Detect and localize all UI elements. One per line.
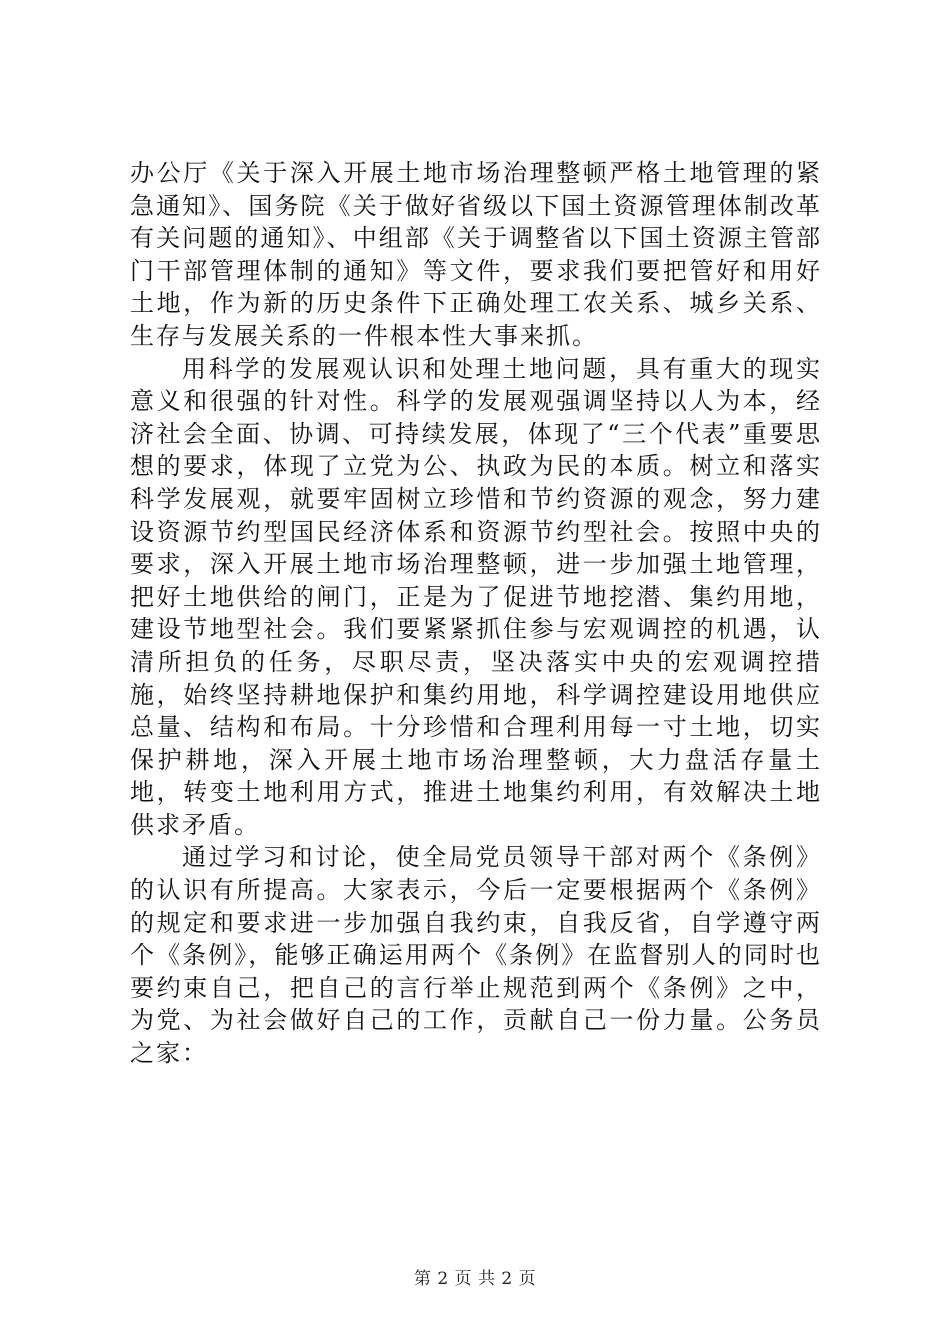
paragraph-1: 办公厅《关于深入开展土地市场治理整顿严格土地管理的紧急通知》、国务院《关于做好省级以下国土资源管理体制改革有关问题的通知》、中组部《关于调整省以下国土资源主管部门干部管理体制的通知》等文件，要求我们要把管好和用好土地，作为新的历史条件下正确处理工农关系、城乡关系、生存与发展关系的一件根本性大事来抓。: [130, 159, 822, 350]
page-number-footer: 第 2 页 共 2 页: [413, 1269, 537, 1289]
document-body: [130, 157, 822, 1070]
paragraph-3: 通过学习和讨论，使全局党员领导干部对两个《条例》的认识有所提高。大家表示，今后一定要根据两个《条例》的规定和要求进一步加强自我约束，自我反省，自学遵守两个《条例》，能够正确运用两个《条例》在监督别人的同时也要约束自己，把自己的言行举止规范到两个《条例》之中，为党、为社会做好自己的工作，贡献自己一份力量。公务员之家：: [130, 843, 822, 1068]
paragraph-2: 用科学的发展观认识和处理土地问题，具有重大的现实意义和很强的针对性。科学的发展观强调坚持以人为本，经济社会全面、协调、可持续发展，体现了“三个代表”重要思想的要求，体现了立党为公、执政为民的本质。树立和落实科学发展观，就要牢固树立珍惜和节约资源的观念，努力建设资源节约型国民经济体系和资源节约型社会。按照中央的要求，深入开展土地市场治理整顿，进一步加强土地管理，把好土地供给的闸门，正是为了促进节地挖潜、集约用地，建设节地型社会。我们要紧紧抓住参与宏观调控的机遇，认清所担负的任务，尽职尽责，坚决落实中央的宏观调控措施，始终坚持耕地保护和集约用地，科学调控建设用地供应总量、结构和布局。十分珍惜和合理利用每一寸土地，切实保护耕地，深入开展土地市场治理整顿，大力盘活存量土地，转变土地利用方式，推进土地集约利用，有效解决土地供求矛盾。: [130, 354, 822, 839]
